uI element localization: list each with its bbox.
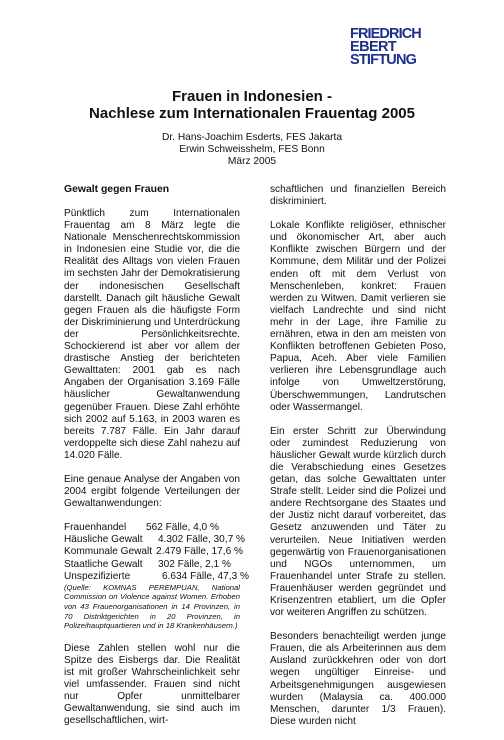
paragraph: Ein erster Schritt zur Überwindung oder zumindest Reduzierung von häuslicher Gewalt wurde kürzlich durch die Verabschiedung eines Gesetzes getan, das solche Gewalttaten unter Strafe stellt. Leider sind die Polizei und andere Rechtsorgane des Staates und der Justiz nicht darauf vorbereitet, das Gesetz anzuwenden und Täter zu verurteilen. Neue Initiativen werden gegenwärtig von Frauenorganisationen und NGOs unternommen, um Frauenhandel unter Strafe zu stellen. Frauenhäuser werden gegründet und Krisenzentren etabliert, um die Opfer vor weiteren Angriffen zu schützen. — [270, 425, 446, 619]
logo-line-stiftung: STIFTUNG — [350, 52, 417, 68]
stat-row — [64, 534, 245, 546]
author-1: Dr. Hans-Joachim Esderts, FES Jakarta — [161, 132, 343, 143]
stat-value: 302 Fälle, 2,1 % — [158, 558, 231, 570]
logo-line-friedrich: FRIEDRICH — [350, 26, 421, 42]
stat-value: 2.479 Fälle, 17,6 % — [156, 546, 243, 558]
document-date: März 2005 — [227, 156, 277, 167]
title-line-2: Nachlese zum Internationalen Frauentag 2005 — [89, 105, 415, 122]
logo-line-ebert: EBERT — [350, 39, 397, 55]
author-2: Erwin Schweisshelm, FES Bonn — [179, 144, 325, 155]
source-note: (Quelle: KOMNAS PEREMPUAN, National Commission on Violence against Women. Erhoben von 43 Frauenorganisationen in 14 Provinzen, in 70 Distriktgerichten in 20 Provinzen, in Polizeihauptquartieren und in 18 Krankenhäusern.) — [64, 582, 240, 631]
right-column — [270, 184, 446, 740]
left-column — [64, 184, 249, 739]
author-block — [40, 132, 464, 168]
document-header — [40, 88, 464, 168]
fes-logo — [350, 28, 482, 67]
title-line-1: Frauen in Indonesien - — [171, 88, 332, 105]
stat-label: Staatliche Gewalt — [64, 558, 143, 570]
paragraph: Pünktlich zum Internationalen Frauentag am 8 März legte die Nationale Menschenrechtskommission in Indonesien eine Studie vor, die die Realität des Alltags von vielen Frauen im sechsten Jahr der Demokratisierung der indonesischen Gesellschaft darstellt. Danach gilt häusliche Gewalt gegen Frauen als die häufigste Form der Diskriminierung und Unterdrückung der Persönlichkeitsrechte. Schockierend ist aber vor allem der drastische Anstieg der berichteten Gewalttaten: 2001 gab es nach Angaben der Organisation 3.169 Fälle häuslicher Gewaltanwendung gegenüber Frauen. Diese Zahl erhöhte sich 2002 auf 5.163, in 2003 waren es bereits 7.787 Fälle. Ein Jahr darauf verdoppelte sich diese Zahl nahezu auf 14.020 Fälle. — [64, 208, 240, 461]
stat-row — [64, 546, 243, 558]
violence-statistics-list — [64, 522, 249, 582]
stat-row — [64, 559, 240, 571]
stat-value: 4.302 Fälle, 30,7 % — [158, 534, 245, 546]
paragraph: Lokale Konflikte religiöser, ethnischer und ökonomischer Art, aber auch Konflikte zwischen Bürgern und der Kommune, dem Militär und der Polizei enden oft mit dem Verlust von Menschenleben, konkret: Frauen werden zu Witwen. Damit verlieren sie vielfach Landrechte und sind nicht mehr in der Lage, ihre Familie zu ernähren, etwa in den am meisten von Konflikten betroffenen Gebieten Poso, Papua, Aceh. Aber viele Familien verlieren ihre Lebensgrundlage auch infolge von Umweltzerstörung, Überschwemmungen, Landrutschen oder Wassermangel. — [270, 220, 446, 413]
stat-value: 562 Fälle, 4,0 % — [146, 522, 219, 534]
stat-value: 6.634 Fälle, 47,3 % — [162, 570, 249, 582]
section-heading: Gewalt gegen Frauen — [64, 184, 170, 195]
paragraph: Eine genaue Analyse der Angaben von 2004 ergibt folgende Verteilungen der Gewaltanwendungen: — [64, 473, 240, 510]
stat-label: Kommunale Gewalt — [64, 546, 153, 558]
stat-row — [64, 570, 249, 583]
document-title — [40, 88, 464, 122]
stat-row — [64, 522, 240, 534]
paragraph: schaftlichen und finanziellen Bereich diskriminiert. — [270, 184, 446, 208]
stat-label: Häusliche Gewalt — [64, 534, 143, 546]
paragraph: Besonders benachteiligt werden junge Frauen, die als Arbeiterinnen aus dem Ausland zurückkehren oder von dort wegen ungültiger Einreise- und Arbeitsgenehmigungen ausgewiesen wurden (Malaysia ca. 400.000 Menschen, darunter 1/3 Frauen). Diese wurden nicht — [270, 631, 446, 727]
stat-label: Frauenhandel — [64, 522, 127, 534]
stat-label: Unspezifizierte — [64, 570, 131, 582]
paragraph: Diese Zahlen stellen wohl nur die Spitze des Eisbergs dar. Die Realität ist mit großer Wahrscheinlichkeit sehr viel umfassender. Frauen sind nicht nur Opfer unmittelbarer Gewaltanwendung, sie sind auch im gesellschaftlichen, wirt- — [64, 642, 240, 727]
